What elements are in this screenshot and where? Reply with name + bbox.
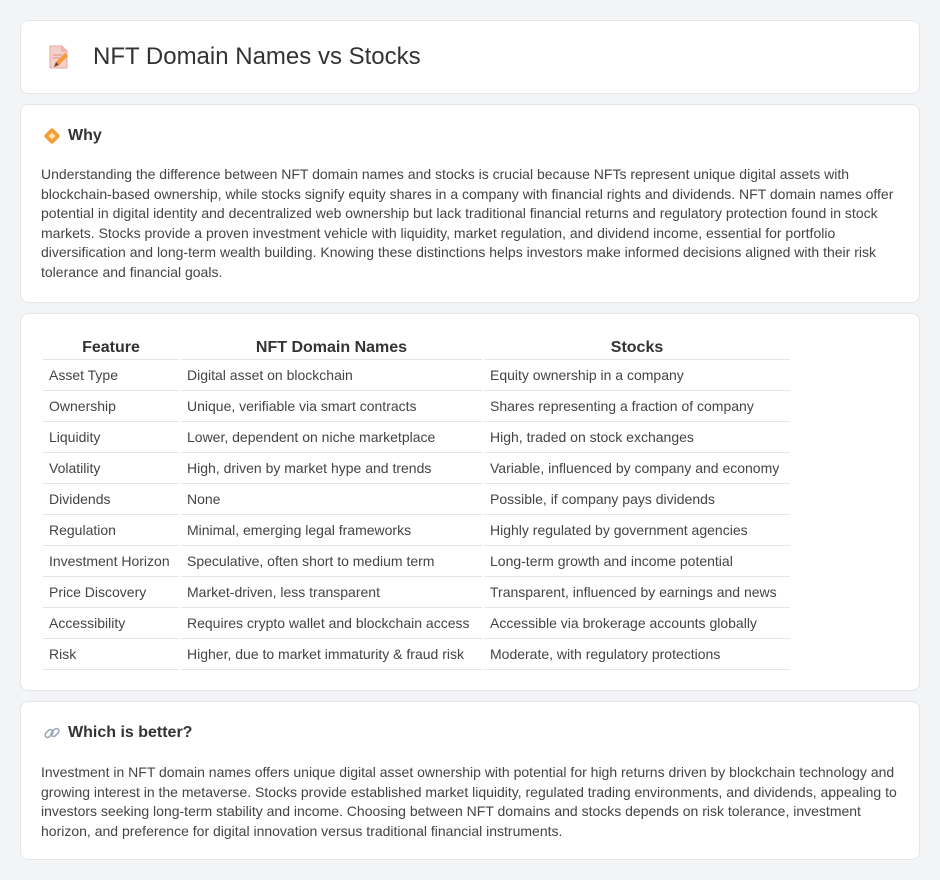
table-row <box>43 608 790 639</box>
nft-cell: Requires crypto wallet and blockchain access <box>181 608 482 639</box>
feature-cell: Investment Horizon <box>43 546 179 577</box>
stocks-cell: High, traded on stock exchanges <box>484 422 790 453</box>
why-section <box>20 104 920 303</box>
diamond-icon <box>43 127 61 145</box>
feature-cell: Risk <box>43 639 179 670</box>
nft-cell: Unique, verifiable via smart contracts <box>181 391 482 422</box>
stocks-cell: Transparent, influenced by earnings and news <box>484 577 790 608</box>
nft-cell: Lower, dependent on niche marketplace <box>181 422 482 453</box>
link-icon <box>43 724 61 742</box>
comparison-section <box>20 313 920 691</box>
stocks-cell: Equity ownership in a company <box>484 360 790 391</box>
page-title-row <box>45 43 421 71</box>
feature-cell: Price Discovery <box>43 577 179 608</box>
table-row <box>43 360 790 391</box>
header-nft-domain-names: NFT Domain Names <box>181 336 482 360</box>
which-is-better-section <box>20 701 920 860</box>
stocks-cell: Long-term growth and income potential <box>484 546 790 577</box>
nft-cell: Digital asset on blockchain <box>181 360 482 391</box>
feature-cell: Liquidity <box>43 422 179 453</box>
feature-cell: Volatility <box>43 453 179 484</box>
stocks-cell: Highly regulated by government agencies <box>484 515 790 546</box>
nft-cell: None <box>181 484 482 515</box>
document-pencil-icon <box>45 43 71 71</box>
better-title: Which is better? <box>68 724 193 741</box>
why-text: Understanding the difference between NFT domain names and stocks is crucial because NFTs represent unique digital assets with blockchain-based ownership, while stocks signify equity shares in a company with financial rights and dividends. NFT domain names offer potential in digital identity and decentralized web ownership but lack traditional financial returns and regulatory protection found in stock markets. Stocks provide a proven investment vehicle with liquidity, market regulation, and dividend income, essential for portfolio diversification and long-term wealth building. Knowing these distinctions helps investors make informed decisions aligned with their risk tolerance and financial goals. <box>41 166 894 280</box>
feature-cell: Accessibility <box>43 608 179 639</box>
better-text: Investment in NFT domain names offers unique digital asset ownership with potential for high returns driven by blockchain technology and growing interest in the metaverse. Stocks provide established market liquidity, regulated trading environments, and dividends, appealing to investors seeking long-term stability and income. Choosing between NFT domains and stocks depends on risk tolerance, investment horizon, and preference for digital innovation versus traditional financial instruments. <box>41 764 897 839</box>
table-row <box>43 546 790 577</box>
feature-cell: Dividends <box>43 484 179 515</box>
header-feature: Feature <box>43 336 179 360</box>
stocks-cell: Variable, influenced by company and economy <box>484 453 790 484</box>
nft-cell: Speculative, often short to medium term <box>181 546 482 577</box>
header-stocks: Stocks <box>484 336 790 360</box>
table-row <box>43 515 790 546</box>
table-row <box>43 577 790 608</box>
stocks-cell: Moderate, with regulatory protections <box>484 639 790 670</box>
table-header-row <box>43 336 790 360</box>
feature-cell: Asset Type <box>43 360 179 391</box>
why-heading <box>43 127 102 145</box>
why-title: Why <box>68 127 102 144</box>
nft-cell: Higher, due to market immaturity & fraud risk <box>181 639 482 670</box>
page-title: NFT Domain Names vs Stocks <box>93 43 421 70</box>
table-row <box>43 422 790 453</box>
feature-cell: Regulation <box>43 515 179 546</box>
better-heading <box>43 724 192 742</box>
table-row <box>43 484 790 515</box>
comparison-table <box>41 336 792 670</box>
table-row <box>43 453 790 484</box>
stocks-cell: Accessible via brokerage accounts globally <box>484 608 790 639</box>
table-row <box>43 391 790 422</box>
stocks-cell: Shares representing a fraction of company <box>484 391 790 422</box>
nft-cell: Market-driven, less transparent <box>181 577 482 608</box>
nft-cell: Minimal, emerging legal frameworks <box>181 515 482 546</box>
table-row <box>43 639 790 670</box>
stocks-cell: Possible, if company pays dividends <box>484 484 790 515</box>
nft-cell: High, driven by market hype and trends <box>181 453 482 484</box>
header-card <box>20 20 920 94</box>
feature-cell: Ownership <box>43 391 179 422</box>
